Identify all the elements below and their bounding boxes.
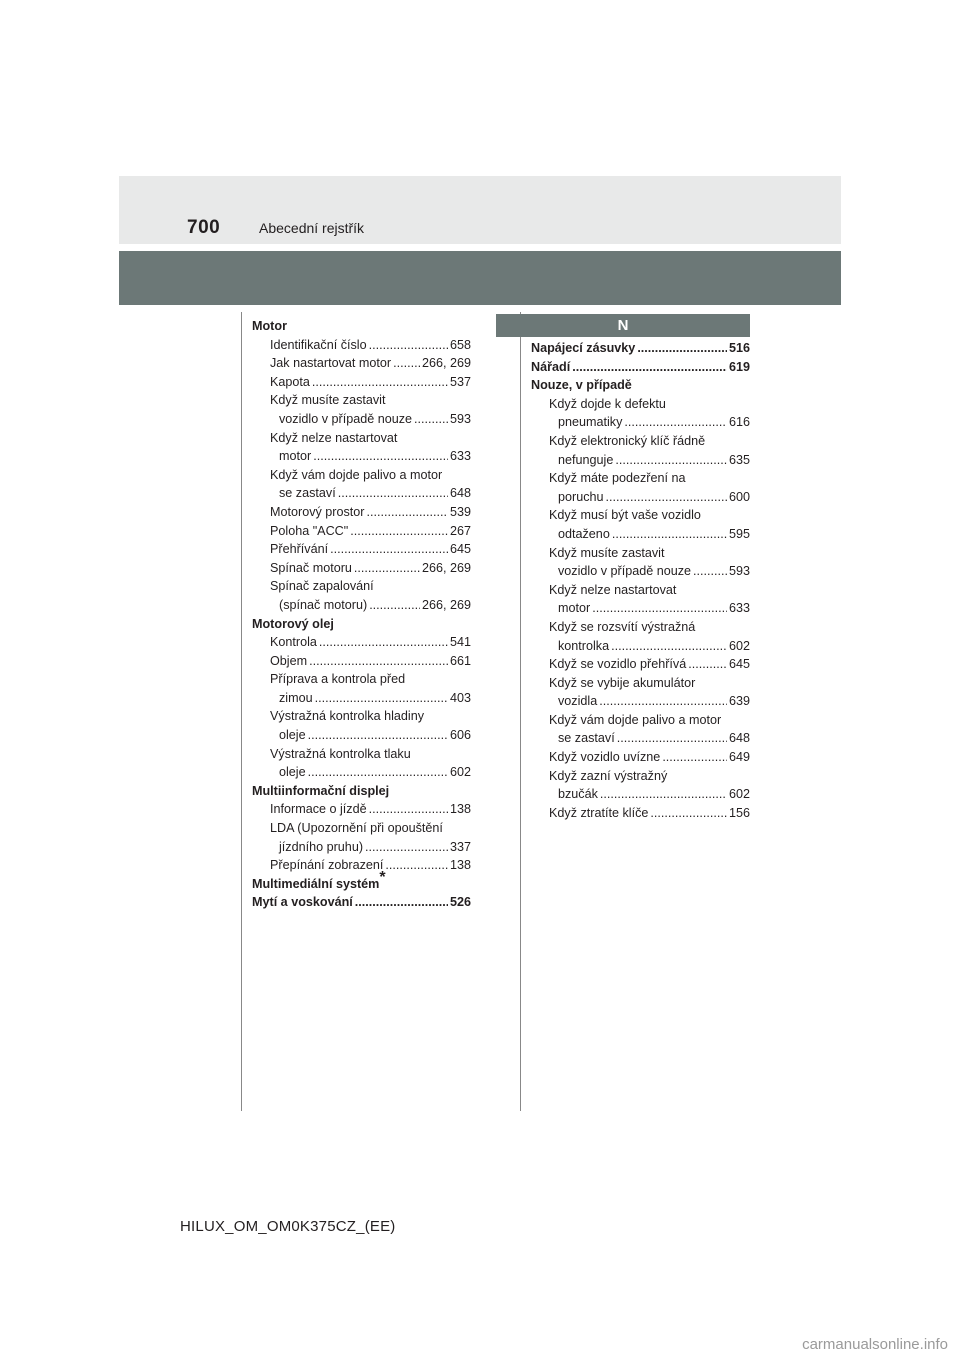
- index-entry-term: Když vám dojde palivo a motor: [270, 467, 443, 482]
- index-entry: [252, 503, 471, 522]
- index-entry-term: Spínač zapalování: [270, 579, 374, 594]
- page-title: Abecední rejstřík: [259, 220, 365, 236]
- index-entry-term: vozidla: [558, 694, 598, 709]
- index-entry-term: Přehřívání: [270, 542, 329, 557]
- dot-leader: [312, 373, 448, 392]
- index-entry-term: Motorový prostor: [270, 504, 365, 519]
- dot-leader: [309, 652, 448, 671]
- index-entry: [531, 506, 750, 525]
- index-entry-term: Mytí a voskování: [252, 895, 353, 910]
- index-entry-page: 403: [449, 690, 471, 705]
- index-entry-term: se zastaví: [558, 731, 615, 746]
- index-entry-page: 606: [449, 728, 471, 743]
- index-entry-term: Když ztratíte klíče: [549, 805, 649, 820]
- index-entry-term: kontrolka: [558, 638, 610, 653]
- index-entry-term: Napájecí zásuvky: [531, 341, 636, 355]
- index-entry-term: Když musí být vaše vozidlo: [549, 508, 701, 523]
- dot-leader: [393, 354, 420, 373]
- index-entry-page: 633: [449, 449, 471, 464]
- index-entry: [531, 711, 750, 730]
- index-entry-page: 645: [728, 657, 750, 672]
- dot-leader: [414, 410, 448, 429]
- index-entry: [531, 451, 750, 470]
- index-entry-term: Nářadí: [531, 359, 571, 374]
- index-entry: [252, 763, 471, 782]
- index-entry: [252, 819, 471, 838]
- watermark: carmanualsonline.info: [802, 1336, 948, 1353]
- index-entry-page: 337: [449, 839, 471, 854]
- index-entry-term: Když nelze nastartovat: [270, 430, 398, 445]
- index-entry-term: Když máte podezření na: [549, 471, 686, 486]
- index-entry: [252, 540, 471, 559]
- index-entry: [252, 596, 471, 615]
- index-entry-page: 649: [728, 750, 750, 765]
- index-entry-term: Když vám dojde palivo a motor: [549, 712, 722, 727]
- index-entry-page: 602: [728, 638, 750, 653]
- dot-leader: [693, 562, 727, 581]
- index-entry: [531, 544, 750, 563]
- middle-column-rule: [520, 312, 521, 1111]
- index-entry: [252, 615, 471, 634]
- index-entry-term: Příprava a kontrola před: [270, 672, 406, 687]
- index-entry: [531, 804, 750, 823]
- index-entry-term: motor: [279, 449, 312, 464]
- dot-leader: [313, 447, 448, 466]
- index-entry-page: 267: [449, 523, 471, 538]
- index-entry: [252, 782, 471, 801]
- index-entry: [531, 785, 750, 804]
- index-entry-page: 526: [449, 895, 471, 910]
- index-entry-term: Informace o jízdě: [270, 802, 367, 817]
- dot-leader: [624, 413, 727, 432]
- dot-leader: [662, 748, 727, 767]
- dot-leader: [688, 655, 727, 674]
- index-entry-term: Spínač motoru: [270, 560, 352, 575]
- index-entry-term: Když se vozidlo přehřívá: [549, 657, 687, 672]
- index-entry: [252, 373, 471, 392]
- index-entry: [252, 707, 471, 726]
- index-entry-page: 266, 269: [421, 356, 471, 371]
- index-entry-term: Motorový olej: [252, 616, 334, 631]
- index-entry-term: Multimediální systém: [252, 876, 380, 891]
- dot-leader: [572, 358, 727, 377]
- index-entry: [531, 488, 750, 507]
- index-entry: [252, 559, 471, 578]
- dot-leader: [599, 692, 727, 711]
- left-column-rule: [241, 312, 242, 1111]
- index-entry: [531, 395, 750, 414]
- dot-leader: [369, 596, 420, 615]
- section-letter-bar: N: [496, 314, 750, 337]
- index-entry-term: Nouze, v případě: [531, 378, 632, 393]
- index-entry-page: 537: [449, 374, 471, 389]
- index-entry-page: 156: [728, 805, 750, 820]
- index-entry: [252, 745, 471, 764]
- index-entry-term: poruchu: [558, 489, 604, 504]
- index-entry-term: Kapota: [270, 374, 310, 389]
- index-entry: [252, 354, 471, 373]
- index-entry-term: Motor: [252, 319, 287, 333]
- dot-leader: [315, 689, 448, 708]
- index-entry-term: bzučák: [558, 787, 598, 802]
- index-entry-term: Když vozidlo uvízne: [549, 750, 661, 765]
- index-entry: [531, 469, 750, 488]
- index-entry-term: Když nelze nastartovat: [549, 582, 677, 597]
- index-entry: [252, 800, 471, 819]
- index-entry-term: odtaženo: [558, 526, 610, 541]
- index-entry: [531, 618, 750, 637]
- index-entry: [531, 767, 750, 786]
- index-entry-page: 516: [728, 341, 750, 355]
- index-entry-term: nefunguje: [558, 452, 614, 467]
- index-entry: [252, 410, 471, 429]
- index-entry: [531, 376, 750, 395]
- index-entry-page: 138: [449, 858, 471, 873]
- index-entry: [252, 522, 471, 541]
- index-entry: [252, 868, 471, 894]
- dot-leader: [617, 729, 727, 748]
- index-entry-page: 616: [728, 415, 750, 430]
- index-entry-page: 595: [728, 526, 750, 541]
- index-entry: [252, 652, 471, 671]
- dot-leader: [308, 763, 448, 782]
- index-entry-term: Výstražná kontrolka hladiny: [270, 709, 425, 724]
- index-entry-page: 266, 269: [421, 597, 471, 612]
- dot-leader: [615, 451, 727, 470]
- dot-leader: [330, 540, 448, 559]
- index-entry-page: 658: [449, 337, 471, 352]
- index-entry-page: 138: [449, 802, 471, 817]
- index-entry-page: 661: [449, 653, 471, 668]
- dot-leader: [354, 559, 420, 578]
- dot-leader: [606, 488, 727, 507]
- index-entry-term: zimou: [279, 690, 313, 705]
- index-entry: [531, 748, 750, 767]
- index-entry: [252, 336, 471, 355]
- index-entry: [531, 637, 750, 656]
- index-entry-term: Když musíte zastavit: [270, 393, 386, 408]
- dot-leader: [366, 503, 448, 522]
- index-entry-term: Když zazní výstražný: [549, 768, 668, 783]
- index-entry: [252, 577, 471, 596]
- manual-code-footer: HILUX_OM_OM0K375CZ_(EE): [180, 1218, 396, 1235]
- index-entry-term: pneumatiky: [558, 415, 623, 430]
- index-entry: [531, 692, 750, 711]
- dot-leader: [612, 525, 727, 544]
- index-entry: [531, 581, 750, 600]
- index-entry-term: Kontrola: [270, 635, 317, 650]
- index-entry: [252, 317, 471, 336]
- dot-leader: [338, 484, 448, 503]
- index-entry: [531, 562, 750, 581]
- index-entry: [252, 893, 471, 912]
- index-entry-term: Když se rozsvítí výstražná: [549, 619, 696, 634]
- index-entry-page: 602: [728, 787, 750, 802]
- index-entry-term: oleje: [279, 728, 306, 743]
- index-column-right: [531, 339, 750, 822]
- dot-leader: [650, 804, 727, 823]
- dot-leader: [319, 633, 448, 652]
- index-entry: [252, 484, 471, 503]
- index-entry: [252, 429, 471, 448]
- index-entry-page: 541: [449, 635, 471, 650]
- index-entry-page: 648: [728, 731, 750, 746]
- index-column-left: [252, 317, 471, 912]
- dot-leader: [308, 726, 448, 745]
- index-entry-page: 633: [728, 601, 750, 616]
- index-entry-term: Poloha "ACC": [270, 523, 349, 538]
- header-divider-bar: [119, 251, 841, 305]
- index-entry: [252, 689, 471, 708]
- index-entry-term: Když musíte zastavit: [549, 545, 665, 560]
- index-entry-term: Výstražná kontrolka tlaku: [270, 746, 411, 761]
- index-entry: [531, 358, 750, 377]
- index-entry: [531, 525, 750, 544]
- index-entry-page: 539: [449, 504, 471, 519]
- index-entry-page: 266, 269: [421, 560, 471, 575]
- index-entry: [531, 729, 750, 748]
- index-entry: [531, 413, 750, 432]
- index-entry-term: Když elektronický klíč řádně: [549, 433, 706, 448]
- index-entry-term: se zastaví: [279, 486, 336, 501]
- index-entry: [252, 633, 471, 652]
- index-entry-page: 593: [449, 411, 471, 426]
- dot-leader: [369, 800, 448, 819]
- dot-leader: [355, 893, 448, 912]
- index-entry-term: Multiinformační displej: [252, 783, 390, 798]
- index-entry-term: vozidlo v případě nouze: [279, 411, 413, 426]
- dot-leader: [385, 856, 448, 875]
- index-entry: [252, 670, 471, 689]
- index-entry: [252, 391, 471, 410]
- footnote-star: *: [379, 868, 386, 886]
- dot-leader: [637, 339, 727, 358]
- index-entry: [531, 655, 750, 674]
- index-entry-page: 648: [449, 486, 471, 501]
- index-entry-page: 645: [449, 542, 471, 557]
- index-entry-page: 619: [728, 359, 750, 374]
- dot-leader: [592, 599, 727, 618]
- page-number: 700: [187, 217, 221, 238]
- index-entry-term: Když se vybije akumulátor: [549, 675, 696, 690]
- header-band: [119, 176, 841, 244]
- index-entry-term: LDA (Upozornění při opouštění: [270, 821, 443, 836]
- dot-leader: [350, 522, 448, 541]
- index-entry-page: 635: [728, 452, 750, 467]
- index-entry: [252, 838, 471, 857]
- index-entry-term: vozidlo v případě nouze: [558, 564, 692, 579]
- index-entry-page: 600: [728, 489, 750, 504]
- index-entry-term: oleje: [279, 765, 306, 780]
- index-entry-term: Když dojde k defektu: [549, 396, 666, 411]
- index-entry: [252, 856, 471, 875]
- index-entry: [531, 432, 750, 451]
- index-entry-term: Jak nastartovat motor: [270, 356, 392, 371]
- index-entry: [531, 674, 750, 693]
- dot-leader: [600, 785, 727, 804]
- index-entry-term: motor: [558, 601, 591, 616]
- dot-leader: [365, 838, 448, 857]
- dot-leader: [611, 637, 727, 656]
- index-entry-term: Identifikační číslo: [270, 337, 367, 352]
- index-entry-page: 639: [728, 694, 750, 709]
- index-entry-term: (spínač motoru): [279, 597, 368, 612]
- index-entry: [252, 726, 471, 745]
- index-entry-term: jízdního pruhu): [279, 839, 364, 854]
- index-entry: [252, 466, 471, 485]
- index-entry-term: Přepínání zobrazení: [270, 858, 384, 873]
- dot-leader: [369, 336, 448, 355]
- index-entry: [531, 339, 750, 358]
- index-entry: [531, 599, 750, 618]
- index-entry-page: 593: [728, 564, 750, 579]
- index-entry-page: 602: [449, 765, 471, 780]
- index-entry-term: Objem: [270, 653, 308, 668]
- index-entry: [252, 447, 471, 466]
